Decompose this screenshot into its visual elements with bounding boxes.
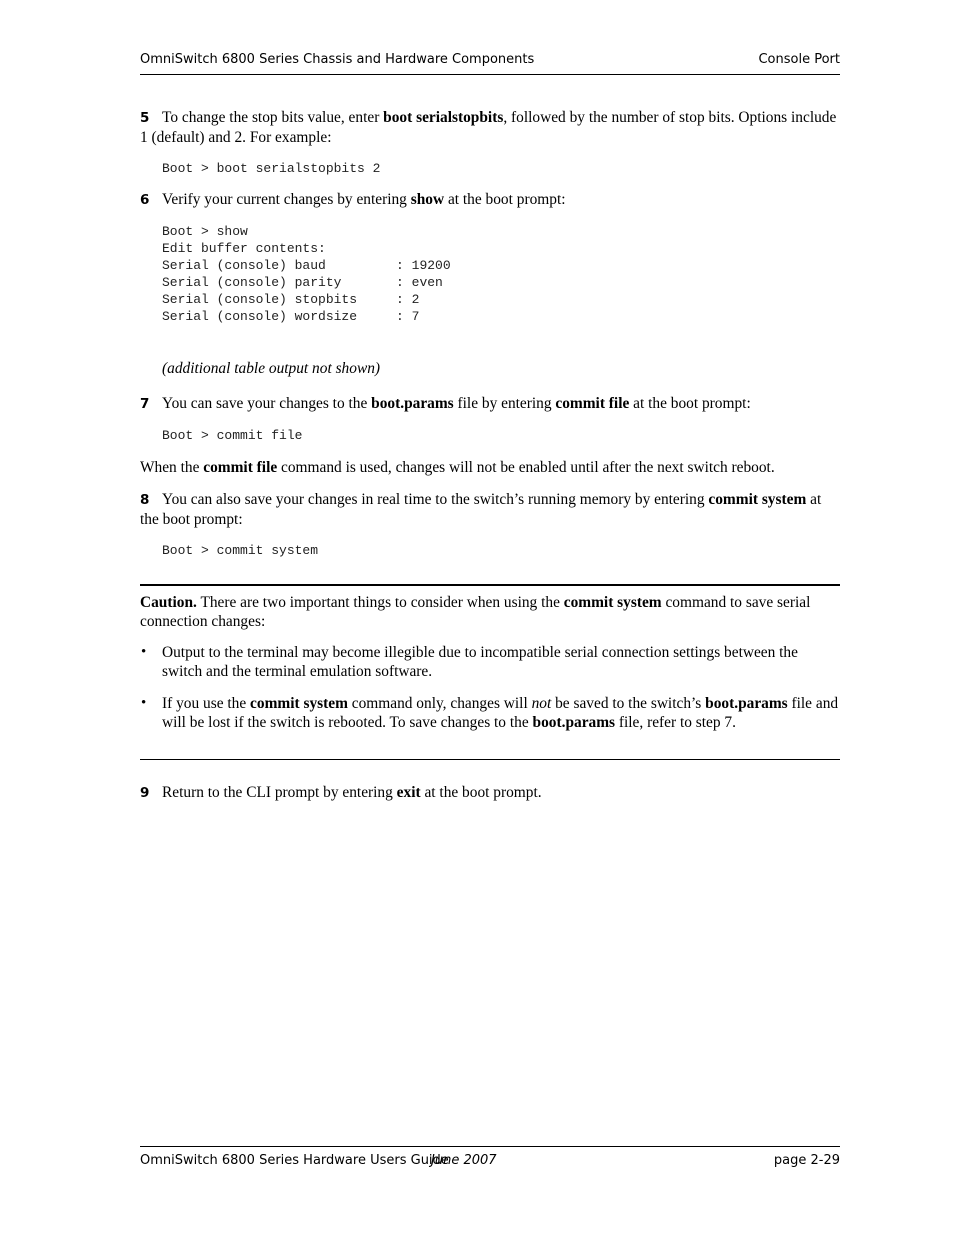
bullet-text: file, refer to step 7.: [615, 714, 736, 731]
commit-file-paragraph: [140, 458, 840, 477]
caution-top-rule: [140, 584, 840, 586]
table-output-note: (additional table output not shown): [162, 360, 381, 377]
command-name: commit system: [250, 695, 348, 712]
bullet-dot: •: [141, 695, 147, 711]
command-name: boot serialstopbits: [383, 109, 504, 126]
step-text: Verify your current changes by entering: [162, 191, 411, 208]
step-text: You can save your changes to the: [162, 395, 372, 412]
bullet-text: file and will be lost if the switch is rebooted. To save changes to the: [162, 695, 839, 731]
page-footer: [140, 1146, 840, 1171]
footer-guide-title: OmniSwitch 6800 Series Hardware Users Guide: [140, 1153, 449, 1168]
command-name: exit: [396, 784, 421, 801]
step-text: To change the stop bits value, enter: [162, 109, 384, 126]
caution-bullet-1: [141, 643, 840, 681]
step-5: [140, 108, 840, 147]
header-section: Console Port: [758, 52, 840, 67]
step-number: 5: [140, 110, 150, 126]
step-8: [140, 490, 840, 529]
step-text: at the boot prompt:: [444, 191, 566, 208]
emphasis-text: not: [531, 695, 552, 712]
paragraph-text: When the: [140, 459, 204, 476]
bullet-text: command only, changes will: [347, 695, 532, 712]
code-block-stopbits: Boot > boot serialstopbits 2: [162, 161, 381, 176]
code-block-commit-file: Boot > commit file: [162, 428, 303, 443]
caution-bullet-2: [141, 694, 840, 732]
file-name: boot.params: [705, 695, 788, 712]
file-name: boot.params: [371, 395, 454, 412]
command-name: commit system: [708, 491, 807, 508]
caution-paragraph: [140, 593, 840, 631]
step-text: , followed by the number of stop bits. Options include 1 (default) and 2. For example:: [140, 109, 837, 146]
step-text: You can also save your changes in real time to the switch’s running memory by entering: [162, 491, 709, 508]
step-text: at the boot prompt.: [420, 784, 542, 801]
step-text: at the boot prompt:: [629, 395, 751, 412]
step-number: 6: [140, 192, 150, 208]
step-7: [140, 394, 840, 414]
bullet-text: be saved to the switch’s: [551, 695, 706, 712]
header-title: OmniSwitch 6800 Series Chassis and Hardware Components: [140, 52, 535, 67]
step-number: 7: [140, 396, 150, 412]
page-header: [140, 50, 840, 75]
step-number: 8: [140, 492, 150, 508]
page-number: page 2-29: [773, 1153, 840, 1168]
caution-text: command to save serial connection changes:: [140, 594, 811, 630]
step-text: file by entering: [453, 395, 556, 412]
step-number: 9: [140, 785, 150, 801]
step-text: Return to the CLI prompt by entering: [162, 784, 397, 801]
bullet-dot: •: [141, 644, 147, 660]
paragraph-text: command is used, changes will not be enabled until after the next switch reboot.: [277, 459, 775, 476]
command-name: commit system: [563, 594, 662, 611]
file-name: boot.params: [532, 714, 616, 731]
step-9: [140, 783, 840, 803]
command-name: commit file: [555, 395, 630, 412]
command-name: commit file: [203, 459, 278, 476]
caution-bottom-rule: [140, 759, 840, 760]
step-text: at the boot prompt:: [140, 491, 822, 528]
step-6: [140, 190, 840, 210]
code-block-commit-system: Boot > commit system: [162, 543, 319, 558]
caution-label: Caution.: [140, 594, 197, 611]
caution-text: There are two important things to consider when using the: [196, 594, 564, 611]
bullet-text: Output to the terminal may become illegible due to incompatible serial connection settings between the switch and the terminal emulation software.: [162, 644, 798, 680]
command-name: show: [410, 191, 445, 208]
bullet-text: If you use the: [162, 695, 251, 712]
code-block-show: Boot > show Edit buffer contents: Serial (console) baud : 19200 Serial (console) parity : even Serial (console) stopbits : 2 Serial (console) wordsize : 7: [162, 224, 451, 324]
footer-date: June 2007: [431, 1153, 497, 1168]
